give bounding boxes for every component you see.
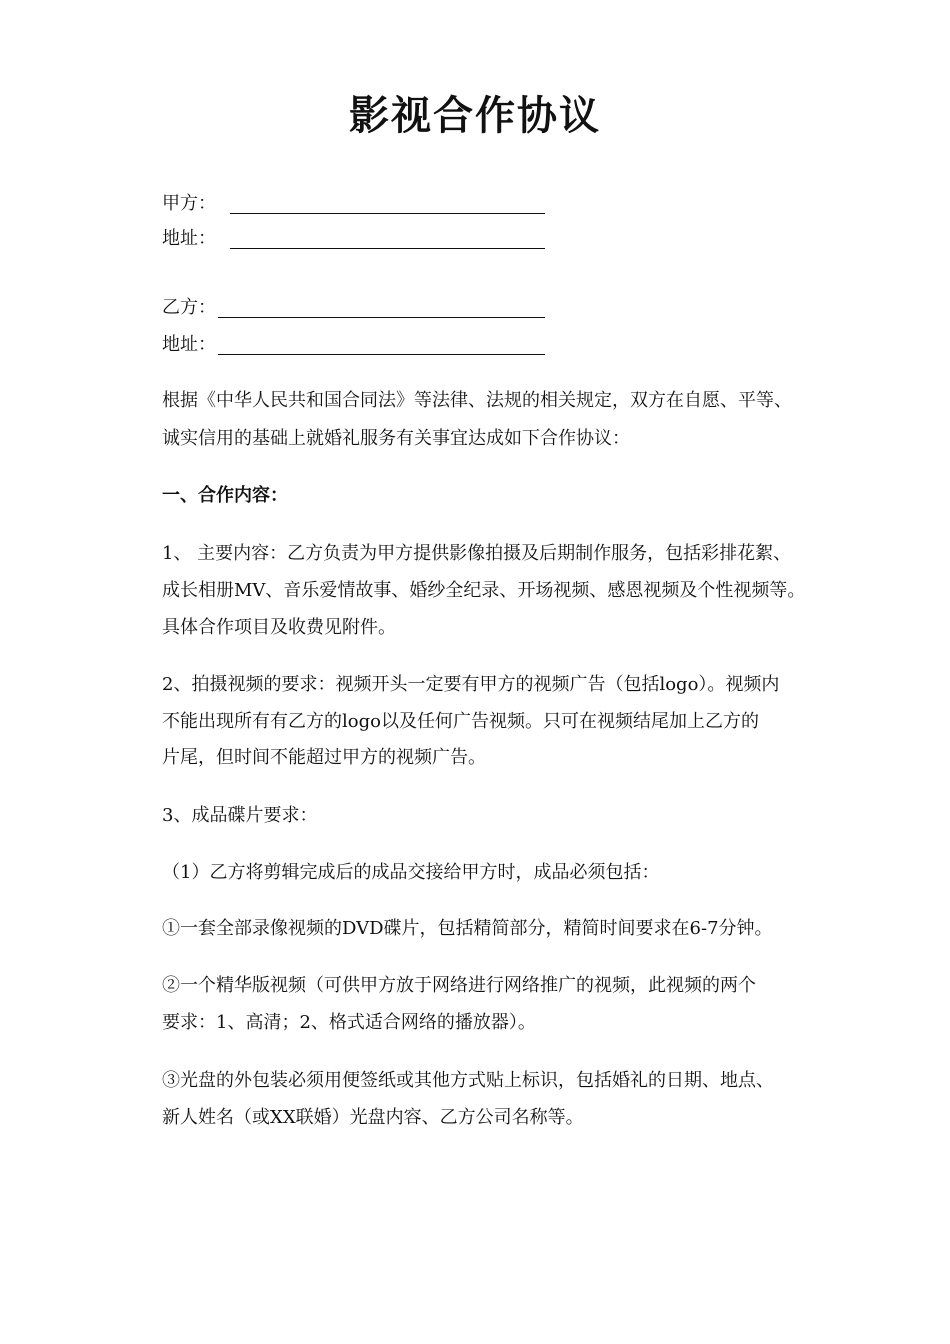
intro-line-2: 诚实信用的基础上就婚礼服务有关事宜达成如下合作协议： bbox=[162, 428, 630, 449]
party-b-address-label: 地址： bbox=[162, 334, 216, 355]
item-2-line-3: 片尾，但时间不能超过甲方的视频广告。 bbox=[162, 747, 486, 768]
section-1-heading: 一、合作内容： bbox=[162, 485, 288, 506]
party-a-address-row bbox=[162, 226, 216, 252]
party-a-label: 甲方： bbox=[162, 193, 216, 214]
party-a-address-blank bbox=[230, 248, 545, 249]
point-3-line-1: ③光盘的外包装必须用便签纸或其他方式贴上标识，包括婚礼的日期、地点、 bbox=[162, 1070, 774, 1091]
party-b-address-row bbox=[162, 332, 216, 358]
party-b-address-blank bbox=[218, 354, 545, 355]
party-a-row bbox=[162, 191, 216, 217]
item-2-line-1: 2、拍摄视频的要求：视频开头一定要有甲方的视频广告（包括logo）。视频内 bbox=[162, 674, 780, 695]
item-1-line-2: 成长相册MV、音乐爱情故事、婚纱全纪录、开场视频、感恩视频及个性视频等。 bbox=[162, 580, 806, 601]
point-1-line: ①一套全部录像视频的DVD碟片，包括精简部分，精简时间要求在6-7分钟。 bbox=[162, 918, 773, 939]
item-3-heading: 3、成品碟片要求： bbox=[162, 805, 318, 826]
item-1-line-1: 1、 主要内容：乙方负责为甲方提供影像拍摄及后期制作服务，包括彩排花絮、 bbox=[162, 543, 792, 564]
party-b-row bbox=[162, 295, 216, 321]
party-b-label: 乙方： bbox=[162, 297, 216, 318]
point-3-line-2: 新人姓名（或XX联婚）光盘内容、乙方公司名称等。 bbox=[162, 1107, 584, 1128]
point-2-line-2: 要求：1、高清；2、格式适合网络的播放器）。 bbox=[162, 1012, 536, 1033]
party-a-blank bbox=[230, 213, 545, 214]
document-title: 影视合作协议 bbox=[349, 93, 601, 139]
sub-1-line: （1）乙方将剪辑完成后的成品交接给甲方时，成品必须包括： bbox=[162, 862, 660, 883]
item-2-line-2: 不能出现所有有乙方的logo以及任何广告视频。只可在视频结尾加上乙方的 bbox=[162, 711, 759, 732]
party-a-address-label: 地址： bbox=[162, 228, 216, 249]
intro-line-1: 根据《中华人民共和国合同法》等法律、法规的相关规定，双方在自愿、平等、 bbox=[162, 390, 792, 411]
party-b-blank bbox=[218, 317, 545, 318]
point-2-line-1: ②一个精华版视频（可供甲方放于网络进行网络推广的视频，此视频的两个 bbox=[162, 975, 756, 996]
item-1-line-3: 具体合作项目及收费见附件。 bbox=[162, 617, 396, 638]
